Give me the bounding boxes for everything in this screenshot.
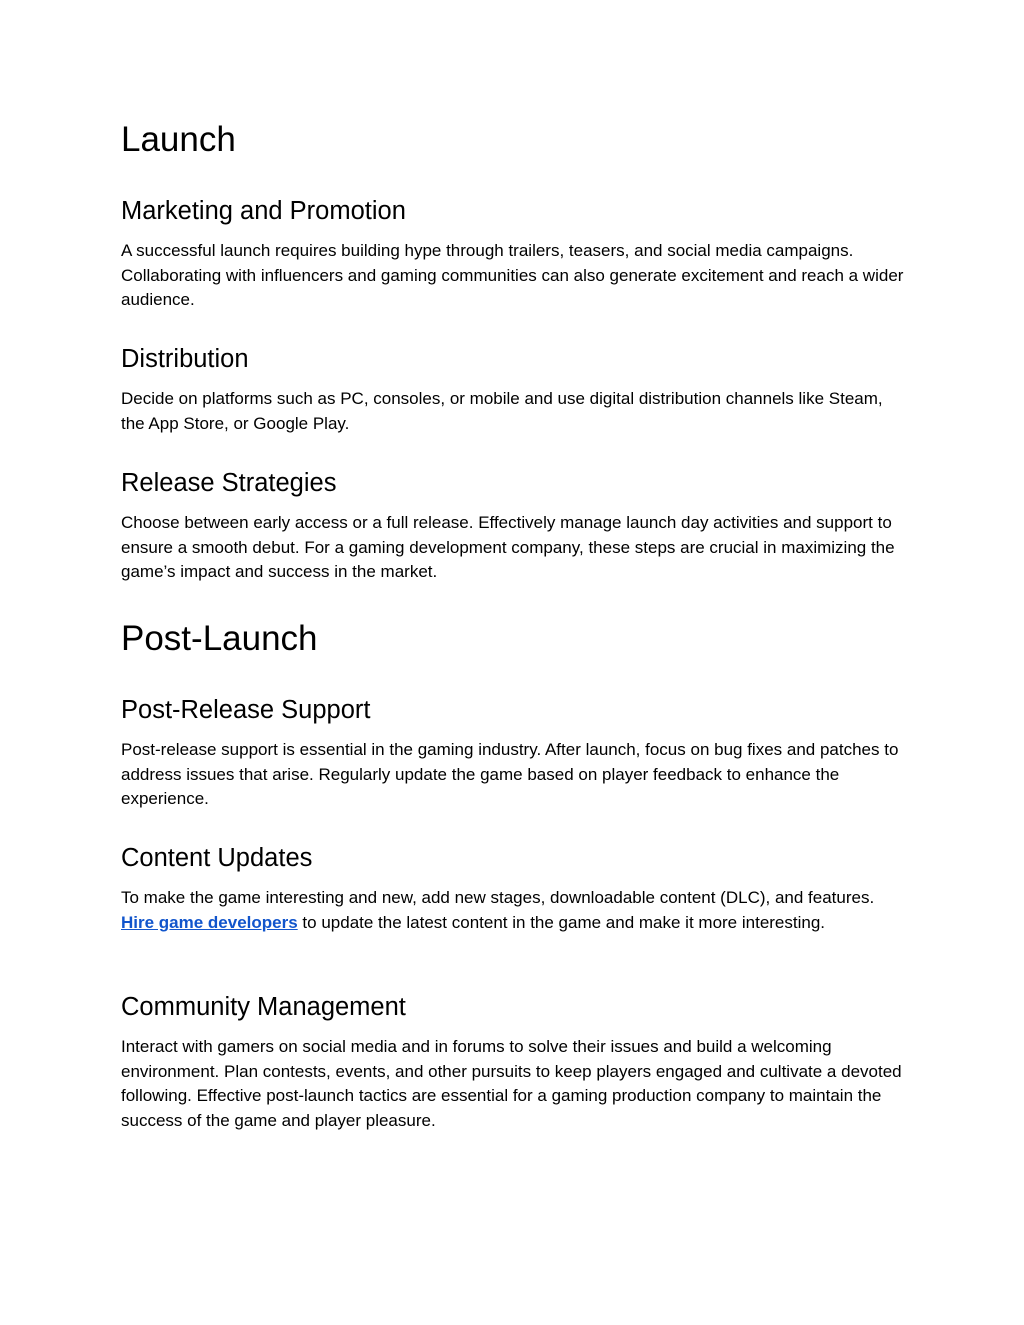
subsection-body-content-updates [121, 886, 906, 935]
subsection-body-distribution: Decide on platforms such as PC, consoles, or mobile and use digital distribution channels like Steam, the App Store, or Google Play. [121, 389, 883, 433]
hire-game-developers-link[interactable]: Hire game developers [121, 912, 298, 932]
subsection-heading-community-management: Community Management [121, 993, 406, 1021]
subsection-body-release-strategies: Choose between early access or a full release. Effectively manage launch day activities and support to ensure a smooth debut. For a gaming development company, these steps are crucial in maximizing the game’s impact and success in the market. [121, 513, 895, 581]
subsection-heading-marketing: Marketing and Promotion [121, 197, 406, 225]
section-title-post-launch: Post-Launch [121, 619, 318, 658]
subsection-heading-distribution: Distribution [121, 345, 249, 373]
subsection-heading-release-strategies: Release Strategies [121, 469, 337, 497]
content-updates-text-after: to update the latest content in the game and make it more interesting. [297, 912, 826, 932]
subsection-body-post-release-support: Post-release support is essential in the gaming industry. After launch, focus on bug fixes and patches to address issues that arise. Regularly update the game based on player feedback to enhance the experience. [121, 740, 899, 808]
subsection-heading-post-release-support: Post-Release Support [121, 696, 371, 724]
subsection-body-marketing: A successful launch requires building hype through trailers, teasers, and social media campaigns. Collaborating with influencers and gaming communities can also generate excitement and reach a wider audience. [121, 241, 904, 309]
subsection-body-community-management: Interact with gamers on social media and in forums to solve their issues and build a welcoming environment. Plan contests, events, and other pursuits to keep players engaged and cultivate a devoted following. Effective post-launch tactics are essential for a gaming production company to maintain the success of the game and player pleasure. [121, 1037, 902, 1130]
subsection-heading-content-updates: Content Updates [121, 844, 313, 872]
content-updates-text-before: To make the game interesting and new, add new stages, downloadable content (DLC), and features. [121, 888, 875, 907]
section-title-launch: Launch [121, 120, 236, 159]
